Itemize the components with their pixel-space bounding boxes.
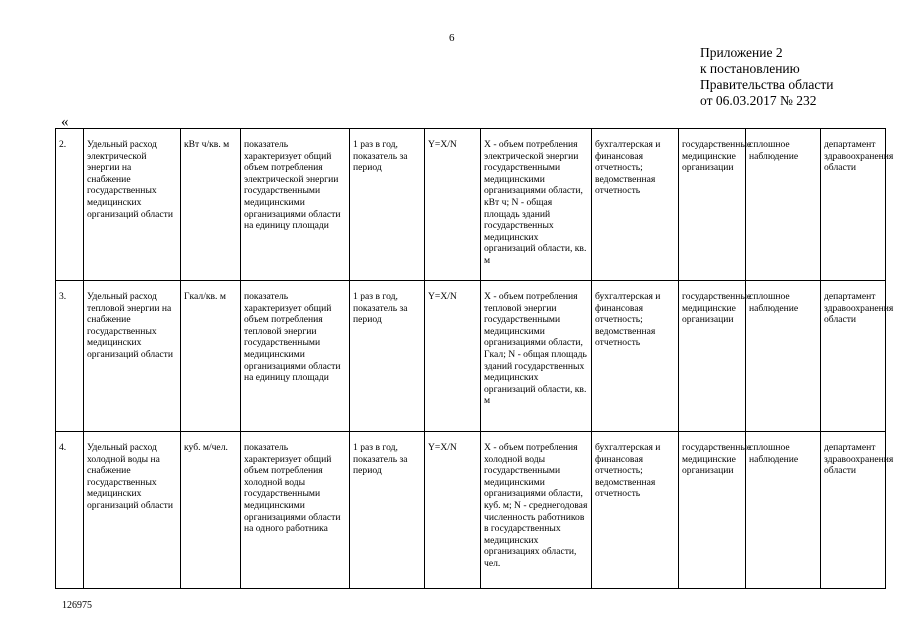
cell-unit: кВт ч/кв. м [181,129,241,281]
cell-indicator-name: Удельный расход электрической энергии на снабжение государственных медицинских организаций области [84,129,181,281]
table-row [56,281,886,432]
cell-variables: X - объем потребления тепловой энергии государственными медицинскими организациями области, Гкал; N - общая площадь зданий государственных медицинских организаций области, кв. м [481,281,592,432]
appendix-line: к постановлению [700,61,800,76]
cell-responsible: департамент здравоохранения области [821,432,886,589]
cell-source: бухгалтерская и финансовая отчетность; ведомственная отчетность [592,432,679,589]
cell-formula: Y=X/N [425,129,481,281]
cell-source: бухгалтерская и финансовая отчетность; ведомственная отчетность [592,281,679,432]
cell-indicator-name: Удельный расход холодной воды на снабжение государственных медицинских организаций области [84,432,181,589]
cell-object: государственные медицинские организации [679,432,746,589]
cell-number: 4. [56,432,84,589]
cell-method: сплошное наблюдение [746,281,821,432]
cell-frequency: 1 раз в год, показатель за период [350,432,425,589]
appendix-line: от 06.03.2017 № 232 [700,93,817,108]
appendix-line: Приложение 2 [700,45,783,60]
cell-variables: X - объем потребления электрической энергии государственными медицинскими организациями области, кВт ч; N - общая площадь зданий государственных медицинских организаций области, кв. м [481,129,592,281]
appendix-header [700,45,833,109]
cell-responsible: департамент здравоохранения области [821,129,886,281]
cell-unit: куб. м/чел. [181,432,241,589]
appendix-line: Правительства области [700,77,834,92]
table-row [56,129,886,281]
cell-source: бухгалтерская и финансовая отчетность; ведомственная отчетность [592,129,679,281]
cell-method: сплошное наблюдение [746,432,821,589]
cell-variables: X - объем потребления холодной воды государственными медицинскими организациями области, куб. м; N - среднегодовая численность работников в государственных медицинских организациях области, чел. [481,432,592,589]
cell-frequency: 1 раз в год, показатель за период [350,281,425,432]
document-code: 126975 [62,600,92,611]
cell-unit: Гкал/кв. м [181,281,241,432]
cell-indicator-name: Удельный расход тепловой энергии на снабжение государственных медицинских организаций области [84,281,181,432]
cell-description: показатель характеризует общий объем потребления холодной воды государственными медицинскими организациями области на одного работника [241,432,350,589]
cell-object: государственные медицинские организации [679,129,746,281]
table-row [56,432,886,589]
cell-object: государственные медицинские организации [679,281,746,432]
cell-number: 3. [56,281,84,432]
cell-description: показатель характеризует общий объем потребления электрической энергии государственными медицинскими организациями области на единицу площади [241,129,350,281]
cell-formula: Y=X/N [425,432,481,589]
cell-method: сплошное наблюдение [746,129,821,281]
cell-description: показатель характеризует общий объем потребления тепловой энергии государственными медицинскими организациями области на единицу площади [241,281,350,432]
cell-formula: Y=X/N [425,281,481,432]
opening-quote: « [61,114,69,130]
cell-responsible: департамент здравоохранения области [821,281,886,432]
indicators-table [55,128,894,589]
page-number: 6 [449,32,455,44]
cell-frequency: 1 раз в год, показатель за период [350,129,425,281]
cell-number: 2. [56,129,84,281]
